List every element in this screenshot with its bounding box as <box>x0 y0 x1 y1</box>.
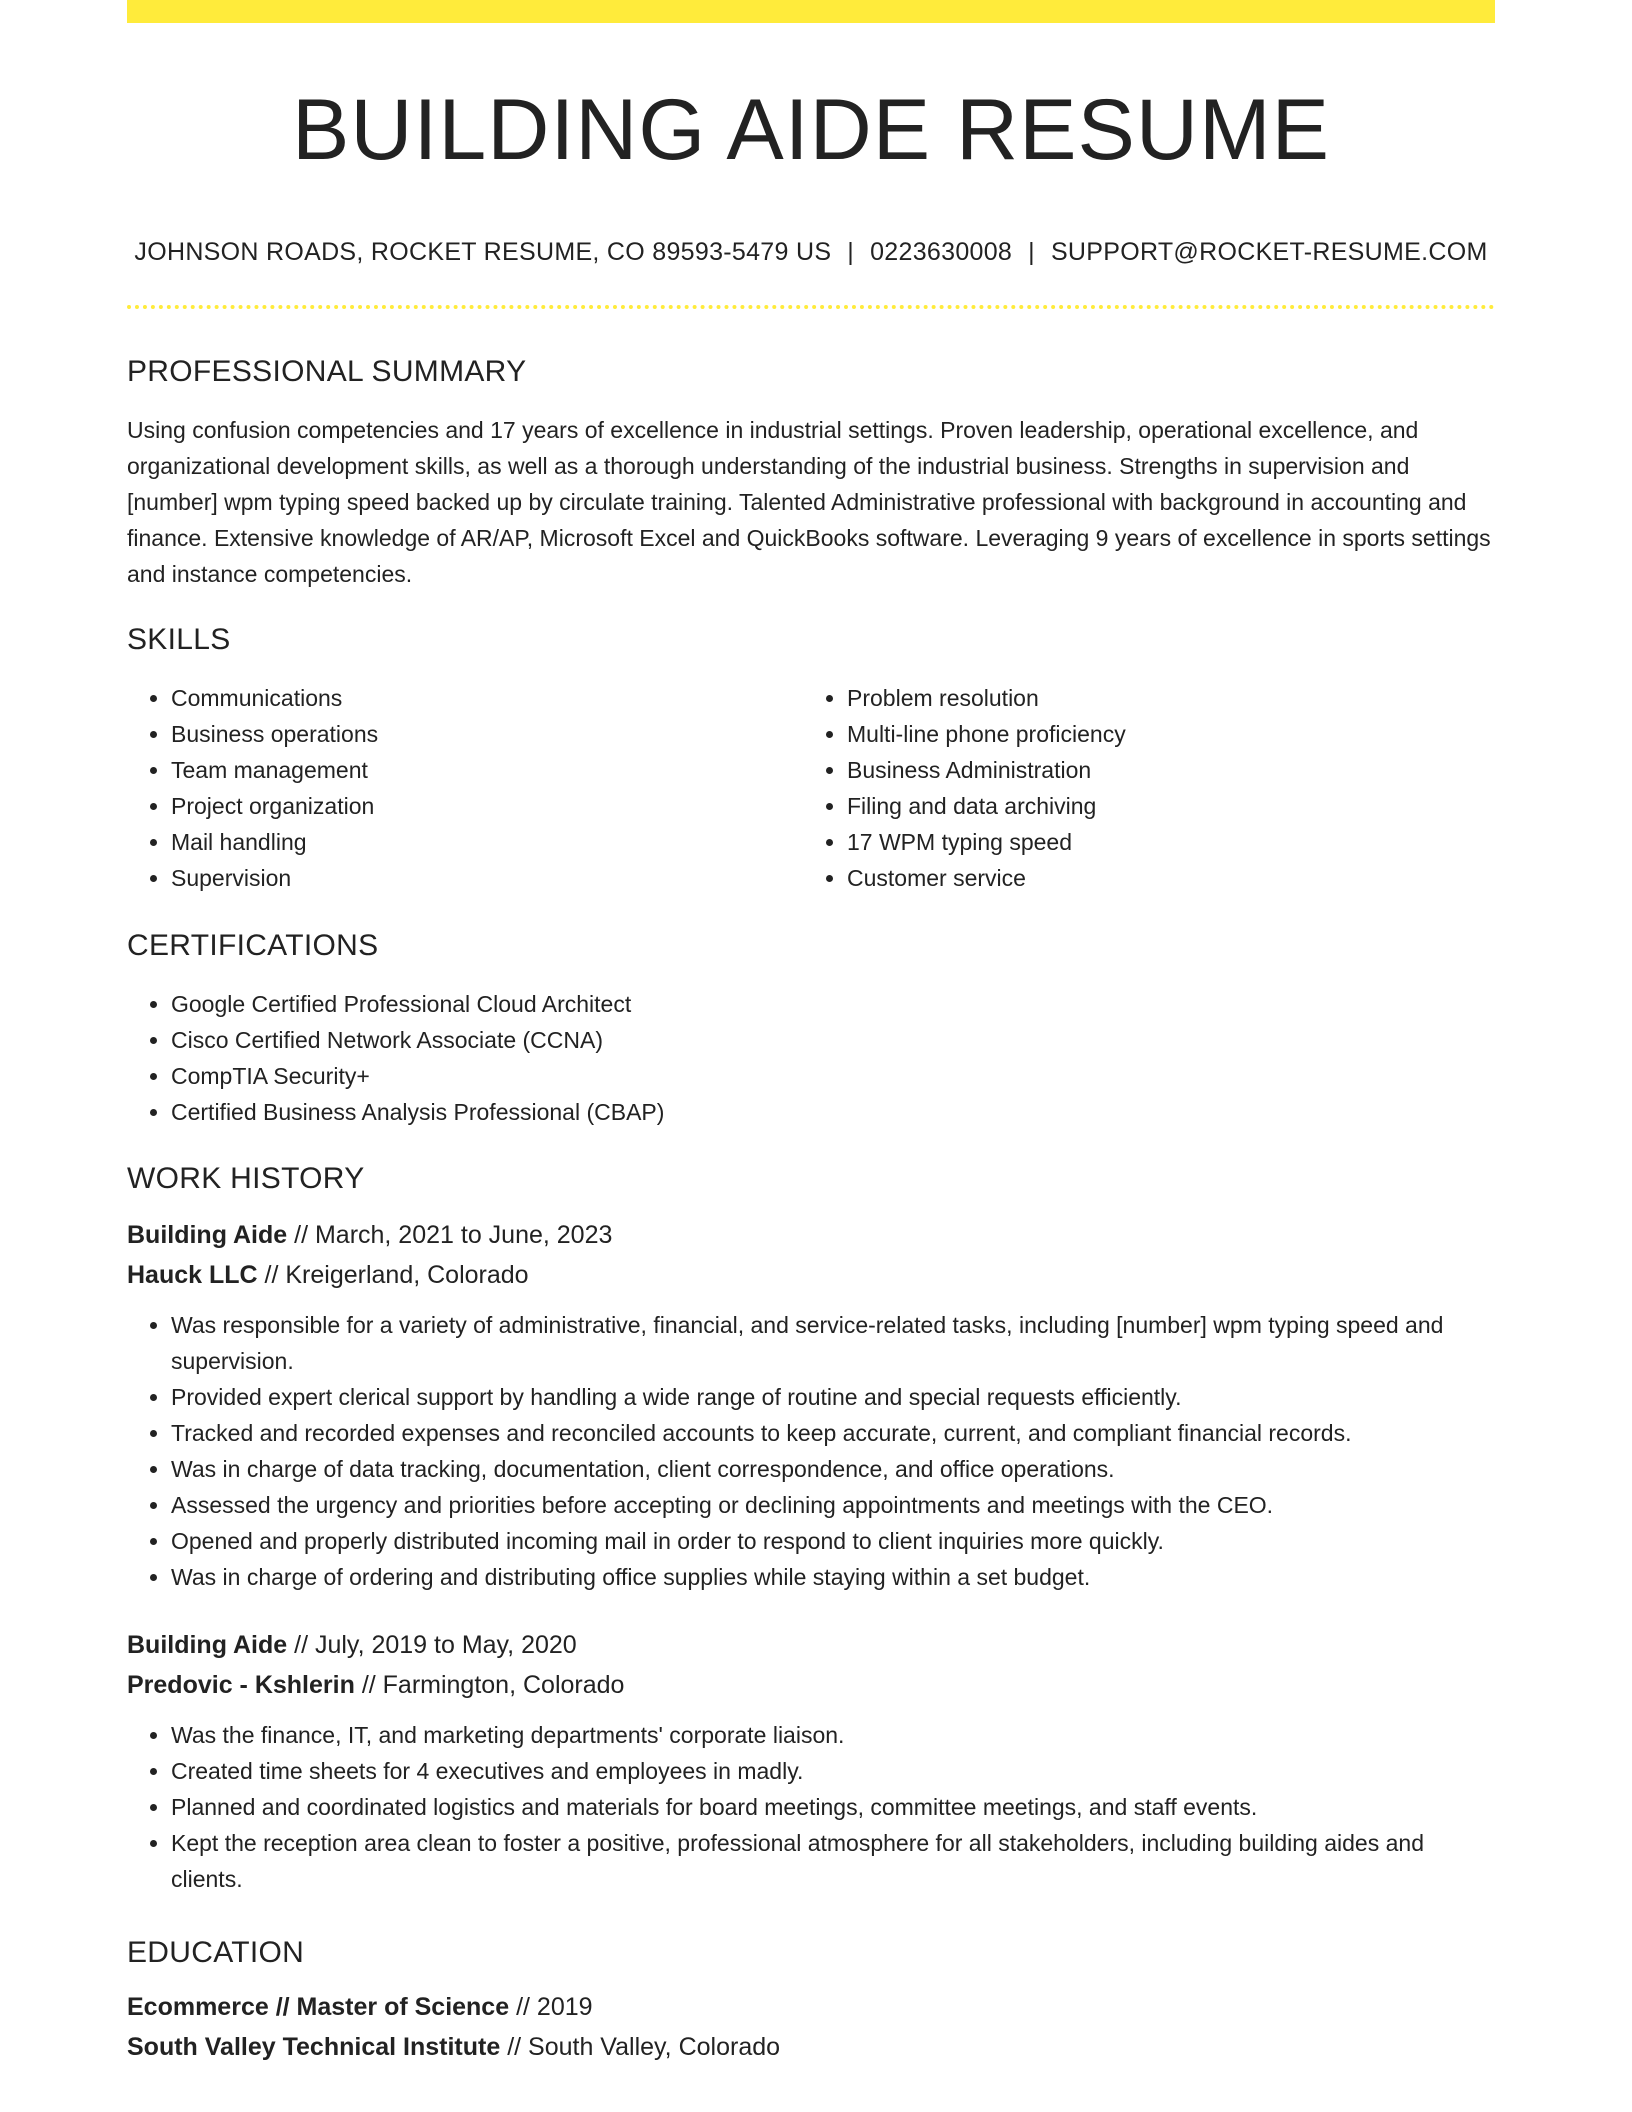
education-entry <box>127 1987 1495 2067</box>
skill-item: • Customer service <box>847 860 1477 896</box>
job-bullets <box>127 1307 1495 1595</box>
top-accent-bar <box>127 0 1495 23</box>
job-company: Predovic - Kshlerin <box>127 1671 355 1699</box>
job-role: Building Aide <box>127 1221 288 1249</box>
job-bullet: • Created time sheets for 4 executives and employees in madly. <box>171 1753 1495 1789</box>
skills-section <box>127 622 1495 896</box>
job-location: // Kreigerland, Colorado <box>264 1261 529 1289</box>
education-school: South Valley Technical Institute <box>127 2033 501 2061</box>
job-bullet: • Was the finance, IT, and marketing departments' corporate liaison. <box>171 1717 1495 1753</box>
skill-item: • Filing and data archiving <box>847 788 1477 824</box>
summary-text: Using confusion competencies and 17 years of excellence in industrial settings. Proven leadership, operational excellence, and organizational development skills, as well as a thorough understanding of the industrial business. Strengths in supervision and [number] wpm typing speed backed up by circulate training. Talented Administrative professional with background in accounting and finance. Extensive knowledge of AR/AP, Microsoft Excel and QuickBooks software. Leveraging 9 years of excellence in sports settings and instance competencies. <box>127 417 1491 587</box>
job-company-line <box>127 1665 1495 1705</box>
education-location: // South Valley, Colorado <box>507 2033 781 2061</box>
job-entry <box>127 1625 1495 1897</box>
work-title: WORK HISTORY <box>127 1162 365 1195</box>
certification-item: • CompTIA Security+ <box>171 1058 1495 1094</box>
certifications-title: CERTIFICATIONS <box>127 929 379 962</box>
certification-item: • Certified Business Analysis Professional (CBAP) <box>171 1094 1495 1130</box>
certifications-section <box>127 928 1495 1130</box>
skill-item: • Supervision <box>171 860 801 896</box>
contact-phone: 0223630008 <box>870 238 1013 266</box>
job-bullet: • Provided expert clerical support by handling a wide range of routine and special requests efficiently. <box>171 1379 1495 1415</box>
skills-title: SKILLS <box>127 623 231 656</box>
skill-item: • Team management <box>171 752 801 788</box>
work-section <box>127 1161 1495 1897</box>
skill-item: • Communications <box>171 680 801 716</box>
contact-separator: | <box>1028 238 1035 266</box>
job-bullet: • Kept the reception area clean to foster a positive, professional atmosphere for all stakeholders, including building aides and clients. <box>171 1825 1495 1897</box>
job-location: // Farmington, Colorado <box>361 1671 625 1699</box>
job-company-line <box>127 1255 1495 1295</box>
job-bullet: • Was in charge of ordering and distributing office supplies while staying within a set budget. <box>171 1559 1495 1595</box>
education-title: EDUCATION <box>127 1936 305 1969</box>
skills-columns <box>127 680 1495 896</box>
dotted-divider <box>127 305 1495 309</box>
education-section <box>127 1935 1495 2067</box>
contact-address: JOHNSON ROADS, ROCKET RESUME, CO 89593-5479 US <box>134 238 832 266</box>
job-role-line <box>127 1215 1495 1255</box>
job-bullet: • Tracked and recorded expenses and reconciled accounts to keep accurate, current, and compliant financial records. <box>171 1415 1495 1451</box>
contact-email[interactable]: SUPPORT@ROCKET-RESUME.COM <box>1050 238 1488 266</box>
job-role: Building Aide <box>127 1631 288 1659</box>
contact-separator: | <box>847 238 855 266</box>
education-degree-line <box>127 1987 1495 2027</box>
skill-item: • Multi-line phone proficiency <box>847 716 1477 752</box>
skill-item: • Business operations <box>171 716 801 752</box>
education-degree: Ecommerce // Master of Science <box>127 1993 510 2021</box>
skill-item: • Project organization <box>171 788 801 824</box>
education-school-line <box>127 2027 1495 2067</box>
skill-item: • Problem resolution <box>847 680 1477 716</box>
job-company: Hauck LLC <box>127 1261 258 1289</box>
job-dates: // March, 2021 to June, 2023 <box>294 1221 613 1249</box>
job-bullet: • Was responsible for a variety of administrative, financial, and service-related tasks, including [number] wpm typing speed and supervision. <box>171 1307 1495 1379</box>
job-bullet: • Planned and coordinated logistics and materials for board meetings, committee meetings, and staff events. <box>171 1789 1495 1825</box>
job-entry <box>127 1215 1495 1595</box>
skill-item: • Mail handling <box>171 824 801 860</box>
job-role-line <box>127 1625 1495 1665</box>
skill-item: • Business Administration <box>847 752 1477 788</box>
job-dates: // July, 2019 to May, 2020 <box>294 1631 577 1659</box>
certification-item: • Google Certified Professional Cloud Architect <box>171 986 1495 1022</box>
job-bullet: • Assessed the urgency and priorities before accepting or declining appointments and meetings with the CEO. <box>171 1487 1495 1523</box>
education-year: // 2019 <box>516 1993 593 2021</box>
job-bullets <box>127 1717 1495 1897</box>
summary-title: PROFESSIONAL SUMMARY <box>127 355 527 388</box>
resume-title: BUILDING AIDE RESUME <box>292 82 1330 178</box>
skills-list-left <box>127 680 801 896</box>
contact-line <box>127 236 1495 268</box>
job-bullet: • Was in charge of data tracking, documentation, client correspondence, and office operations. <box>171 1451 1495 1487</box>
certification-item: • Cisco Certified Network Associate (CCNA) <box>171 1022 1495 1058</box>
skill-item: • 17 WPM typing speed <box>847 824 1477 860</box>
certifications-list <box>127 986 1495 1130</box>
job-bullet: • Opened and properly distributed incoming mail in order to respond to client inquiries more quickly. <box>171 1523 1495 1559</box>
summary-section <box>127 354 1495 592</box>
skills-list-right <box>803 680 1477 896</box>
